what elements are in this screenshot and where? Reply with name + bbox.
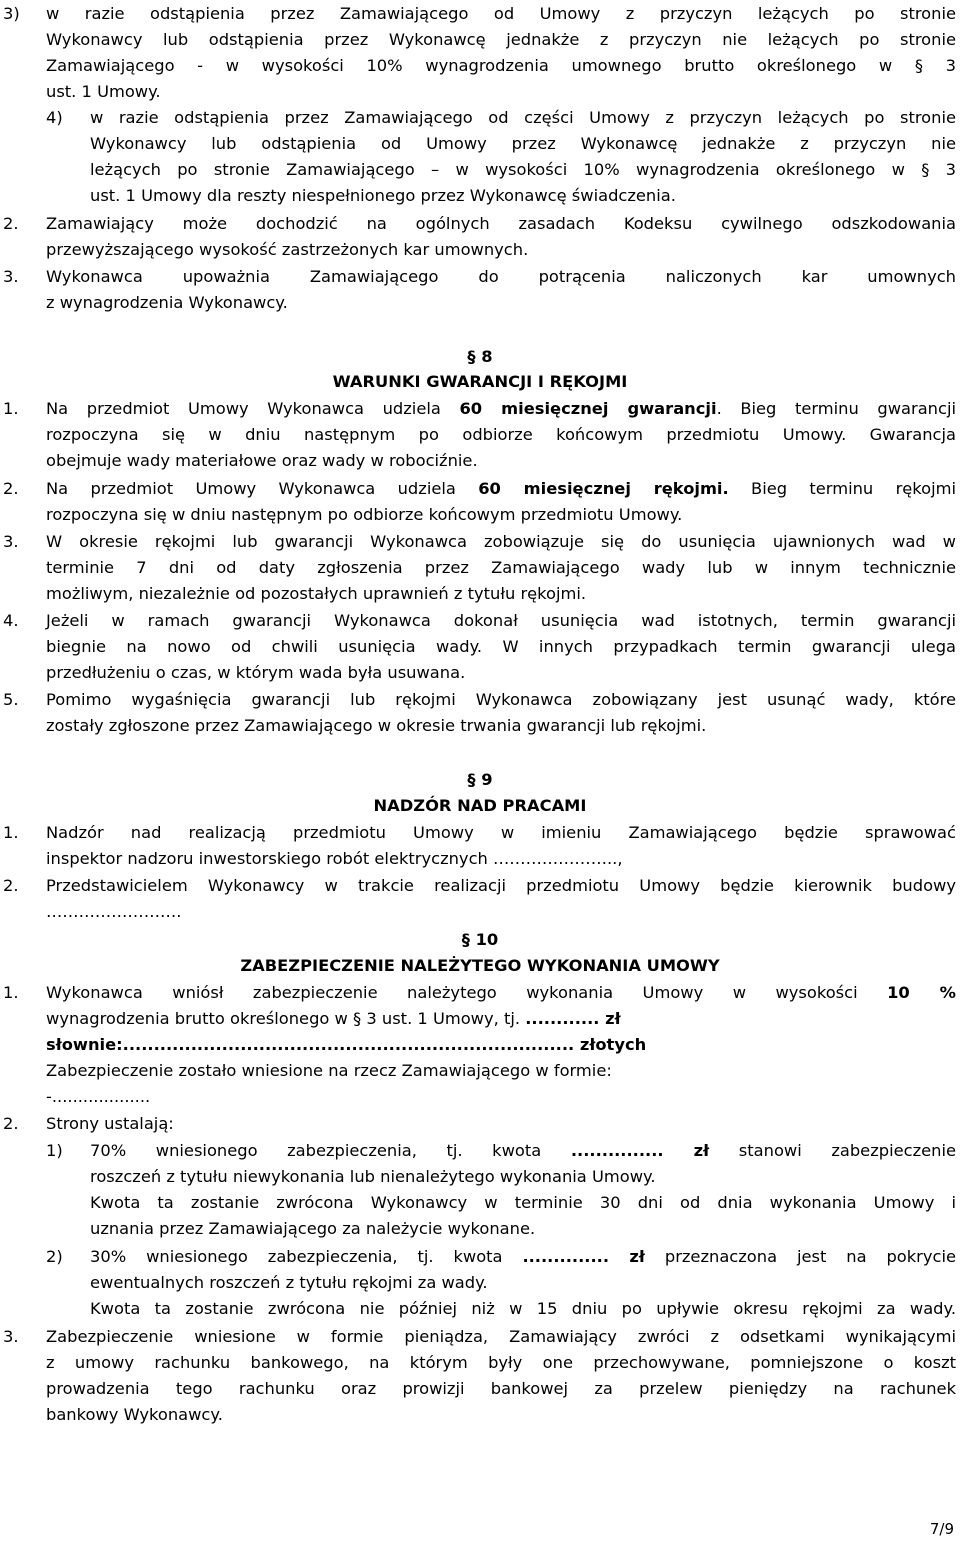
- text-line: Wykonawcy lub odstąpienia przez Wykonawcę jednakże z przyczyn nie leżących po stronie: [46, 30, 956, 49]
- text-line: ust. 1 Umowy.: [46, 82, 161, 101]
- paragraph-number: 3.: [3, 532, 19, 551]
- paragraph-number: 2.: [3, 479, 19, 498]
- text-line: …………………….: [46, 902, 182, 921]
- paragraph-number: 2.: [3, 1114, 19, 1133]
- section-title: NADZÓR NAD PRACAMI: [373, 796, 587, 815]
- paragraph-number: 1.: [3, 823, 19, 842]
- text-line: Strony ustalają:: [46, 1114, 174, 1133]
- item-number: 3): [3, 4, 20, 23]
- text-line: terminie 7 dni od daty zgłoszenia przez Zamawiającego wady lub w innym technicznie: [46, 558, 956, 577]
- text-line: inspektor nadzoru inwestorskiego robót elektrycznych …………………..,: [46, 849, 623, 868]
- text-line: Zabezpieczenie wniesione w formie pieniądza, Zamawiający zwróci z odsetkami wynikającymi: [46, 1327, 956, 1346]
- item-number: 1): [46, 1141, 63, 1160]
- text-line: Kwota ta zostanie zwrócona Wykonawcy w terminie 30 dni od dnia wykonania Umowy i: [90, 1193, 956, 1212]
- text-line: ewentualnych roszczeń z tytułu rękojmi za wady.: [90, 1273, 488, 1292]
- paragraph-number: 2.: [3, 876, 19, 895]
- text-line: W okresie rękojmi lub gwarancji Wykonawca zobowiązuje się do usunięcia ujawnionych wad w: [46, 532, 956, 551]
- text-line: zostały zgłoszone przez Zamawiającego w okresie trwania gwarancji lub rękojmi.: [46, 716, 707, 735]
- section-heading: § 8: [467, 347, 493, 366]
- amount-in-words: słownie:......................................................................... złotych: [46, 1035, 647, 1054]
- paragraph-number: 1.: [3, 399, 19, 418]
- text-line: Wykonawca upoważnia Zamawiającego do potrącenia naliczonych kar umownych: [46, 267, 956, 286]
- text-line: prowadzenia tego rachunku oraz prowizji bankowej za przelew pieniędzy na rachunek: [46, 1379, 956, 1398]
- text-line: rozpoczyna się w dniu następnym po odbiorze końcowym przedmiotu Umowy. Gwarancja: [46, 425, 956, 444]
- text-line: Wykonawca wniósł zabezpieczenie należytego wykonania Umowy w wysokości 10 %: [46, 983, 956, 1002]
- text-line: 70% wniesionego zabezpieczenia, tj. kwota ............... zł stanowi zabezpieczenie: [90, 1141, 956, 1160]
- text-line: 30% wniesionego zabezpieczenia, tj. kwota .............. zł przeznaczona jest na pokrycie: [90, 1247, 957, 1266]
- text-line: możliwym, niezależnie od pozostałych uprawnień z tytułu rękojmi.: [46, 584, 587, 603]
- text-line: Jeżeli w ramach gwarancji Wykonawca dokonał usunięcia wad istotnych, termin gwarancji: [46, 611, 956, 630]
- paragraph-number: 2.: [3, 214, 19, 233]
- text-line: Zamawiający może dochodzić na ogólnych zasadach Kodeksu cywilnego odszkodowania: [46, 214, 956, 233]
- text-line: -...................: [46, 1087, 151, 1106]
- item-number: 4): [46, 108, 63, 127]
- item-number: 2): [46, 1247, 63, 1266]
- text-line: Zabezpieczenie zostało wniesione na rzecz Zamawiającego w formie:: [46, 1061, 612, 1080]
- text-line: ust. 1 Umowy dla reszty niespełnionego przez Wykonawcę świadczenia.: [90, 186, 676, 205]
- paragraph-number: 3.: [3, 1327, 19, 1346]
- paragraph-number: 4.: [3, 611, 19, 630]
- text-line: Nadzór nad realizacją przedmiotu Umowy w imieniu Zamawiającego będzie sprawować: [46, 823, 956, 842]
- text-line: Zamawiającego - w wysokości 10% wynagrodzenia umownego brutto określonego w § 3: [46, 56, 956, 75]
- text-line: Kwota ta zostanie zwrócona nie później niż w 15 dniu po upływie okresu rękojmi za wady.: [90, 1299, 956, 1318]
- text-line: Pomimo wygaśnięcia gwarancji lub rękojmi Wykonawca zobowiązany jest usunąć wady, które: [46, 690, 956, 709]
- paragraph-number: 3.: [3, 267, 19, 286]
- text-line: Na przedmiot Umowy Wykonawca udziela 60 miesięcznej gwarancji. Bieg terminu gwarancji: [46, 399, 956, 418]
- section-title: WARUNKI GWARANCJI I RĘKOJMI: [332, 372, 628, 391]
- text-line: przedłużeniu o czas, w którym wada była usuwana.: [46, 663, 466, 682]
- text-line: roszczeń z tytułu niewykonania lub nienależytego wykonania Umowy.: [90, 1167, 656, 1186]
- text-line: bankowy Wykonawcy.: [46, 1405, 223, 1424]
- text-line: w razie odstąpienia przez Zamawiającego od Umowy z przyczyn leżących po stronie: [46, 4, 956, 23]
- text-line: z umowy rachunku bankowego, na którym były one przechowywane, pomniejszone o koszt: [46, 1353, 956, 1372]
- text-line: przewyższającego wysokość zastrzeżonych kar umownych.: [46, 240, 529, 259]
- page-number: 7/9: [929, 1520, 954, 1538]
- paragraph-number: 1.: [3, 983, 19, 1002]
- text-line: Na przedmiot Umowy Wykonawca udziela 60 miesięcznej rękojmi. Bieg terminu rękojmi: [46, 479, 956, 498]
- text-line: z wynagrodzenia Wykonawcy.: [46, 293, 288, 312]
- paragraph-number: 5.: [3, 690, 19, 709]
- text-line: obejmuje wady materiałowe oraz wady w robociźnie.: [46, 451, 478, 470]
- section-heading: § 10: [461, 930, 499, 949]
- text-line: uznania przez Zamawiającego za należycie wykonane.: [90, 1219, 536, 1238]
- text-line: Wykonawcy lub odstąpienia od Umowy przez Wykonawcę jednakże z przyczyn nie: [90, 134, 956, 153]
- text-line: Przedstawicielem Wykonawcy w trakcie realizacji przedmiotu Umowy będzie kierownik budowy: [46, 876, 956, 895]
- text-line: wynagrodzenia brutto określonego w § 3 ust. 1 Umowy, tj. ............ zł: [46, 1009, 621, 1028]
- text-line: biegnie na nowo od chwili usunięcia wady. W innych przypadkach termin gwarancji ulega: [46, 637, 956, 656]
- text-line: leżących po stronie Zamawiającego – w wysokości 10% wynagrodzenia określonego w § 3: [90, 160, 956, 179]
- text-line: w razie odstąpienia przez Zamawiającego od części Umowy z przyczyn leżących po stronie: [90, 108, 956, 127]
- section-title: ZABEZPIECZENIE NALEŻYTEGO WYKONANIA UMOWY: [240, 956, 720, 975]
- text-line: rozpoczyna się w dniu następnym po odbiorze końcowym przedmiotu Umowy.: [46, 505, 683, 524]
- section-heading: § 9: [467, 770, 493, 789]
